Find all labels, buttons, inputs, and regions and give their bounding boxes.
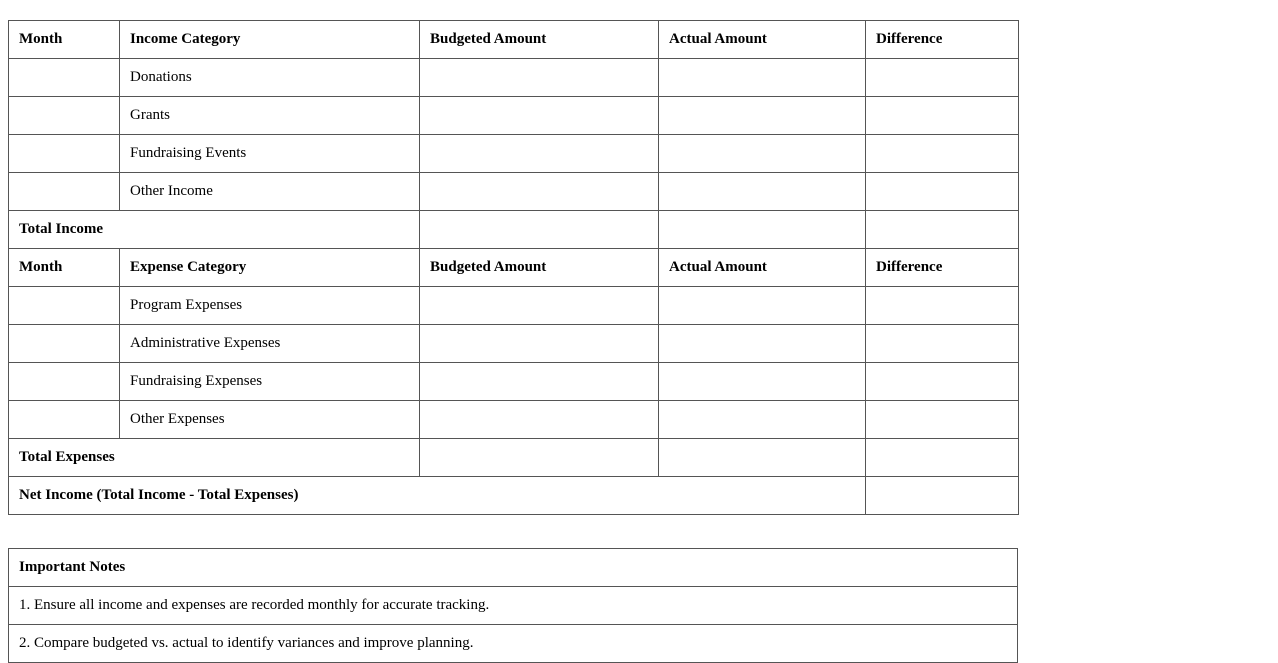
difference-cell [866, 211, 1019, 249]
difference-cell [866, 363, 1019, 401]
budgeted-cell [420, 173, 659, 211]
month-cell [9, 173, 120, 211]
difference-cell [866, 173, 1019, 211]
income-header-category: Income Category [120, 21, 420, 59]
actual-cell [659, 59, 866, 97]
total-expenses-row [9, 439, 1019, 477]
income-header-month: Month [9, 21, 120, 59]
actual-cell [659, 363, 866, 401]
budgeted-cell [420, 401, 659, 439]
expense-header-difference: Difference [866, 249, 1019, 287]
table-row [9, 363, 1019, 401]
actual-cell [659, 401, 866, 439]
budgeted-cell [420, 363, 659, 401]
table-row [9, 135, 1019, 173]
month-cell [9, 401, 120, 439]
difference-cell [866, 325, 1019, 363]
list-item [9, 587, 1018, 625]
actual-cell [659, 211, 866, 249]
expense-category-cell: Administrative Expenses [120, 325, 420, 363]
table-row [9, 173, 1019, 211]
budgeted-cell [420, 325, 659, 363]
expense-header-actual: Actual Amount [659, 249, 866, 287]
budgeted-cell [420, 97, 659, 135]
table-row [9, 325, 1019, 363]
actual-cell [659, 97, 866, 135]
income-header-row [9, 21, 1019, 59]
total-income-row [9, 211, 1019, 249]
month-cell [9, 363, 120, 401]
difference-cell [866, 401, 1019, 439]
budgeted-cell [420, 135, 659, 173]
expense-header-category: Expense Category [120, 249, 420, 287]
notes-header-row [9, 549, 1018, 587]
actual-cell [659, 135, 866, 173]
list-item [9, 625, 1018, 663]
table-row [9, 401, 1019, 439]
total-expenses-label: Total Expenses [9, 439, 420, 477]
table-row [9, 97, 1019, 135]
actual-cell [659, 287, 866, 325]
total-income-label: Total Income [9, 211, 420, 249]
net-income-row [9, 477, 1019, 515]
difference-cell [866, 287, 1019, 325]
difference-cell [866, 59, 1019, 97]
month-cell [9, 97, 120, 135]
actual-cell [659, 173, 866, 211]
expense-category-cell: Program Expenses [120, 287, 420, 325]
budgeted-cell [420, 439, 659, 477]
difference-cell [866, 439, 1019, 477]
month-cell [9, 325, 120, 363]
income-header-budgeted: Budgeted Amount [420, 21, 659, 59]
expense-header-month: Month [9, 249, 120, 287]
table-row [9, 59, 1019, 97]
budgeted-cell [420, 59, 659, 97]
expense-category-cell: Fundraising Expenses [120, 363, 420, 401]
note-item: 1. Ensure all income and expenses are recorded monthly for accurate tracking. [9, 587, 1018, 625]
table-row [9, 287, 1019, 325]
note-item: 2. Compare budgeted vs. actual to identify variances and improve planning. [9, 625, 1018, 663]
income-header-actual: Actual Amount [659, 21, 866, 59]
difference-cell [866, 97, 1019, 135]
expense-category-cell: Other Expenses [120, 401, 420, 439]
income-category-cell: Grants [120, 97, 420, 135]
budgeted-cell [420, 287, 659, 325]
budgeted-cell [420, 211, 659, 249]
month-cell [9, 135, 120, 173]
difference-cell [866, 135, 1019, 173]
income-header-difference: Difference [866, 21, 1019, 59]
income-category-cell: Other Income [120, 173, 420, 211]
income-category-cell: Fundraising Events [120, 135, 420, 173]
net-income-label: Net Income (Total Income - Total Expenses) [9, 477, 866, 515]
month-cell [9, 287, 120, 325]
actual-cell [659, 439, 866, 477]
difference-cell [866, 477, 1019, 515]
month-cell [9, 59, 120, 97]
notes-table [8, 548, 1018, 663]
actual-cell [659, 325, 866, 363]
income-category-cell: Donations [120, 59, 420, 97]
budget-table [8, 20, 1019, 515]
notes-title: Important Notes [9, 549, 1018, 587]
expense-header-row [9, 249, 1019, 287]
expense-header-budgeted: Budgeted Amount [420, 249, 659, 287]
